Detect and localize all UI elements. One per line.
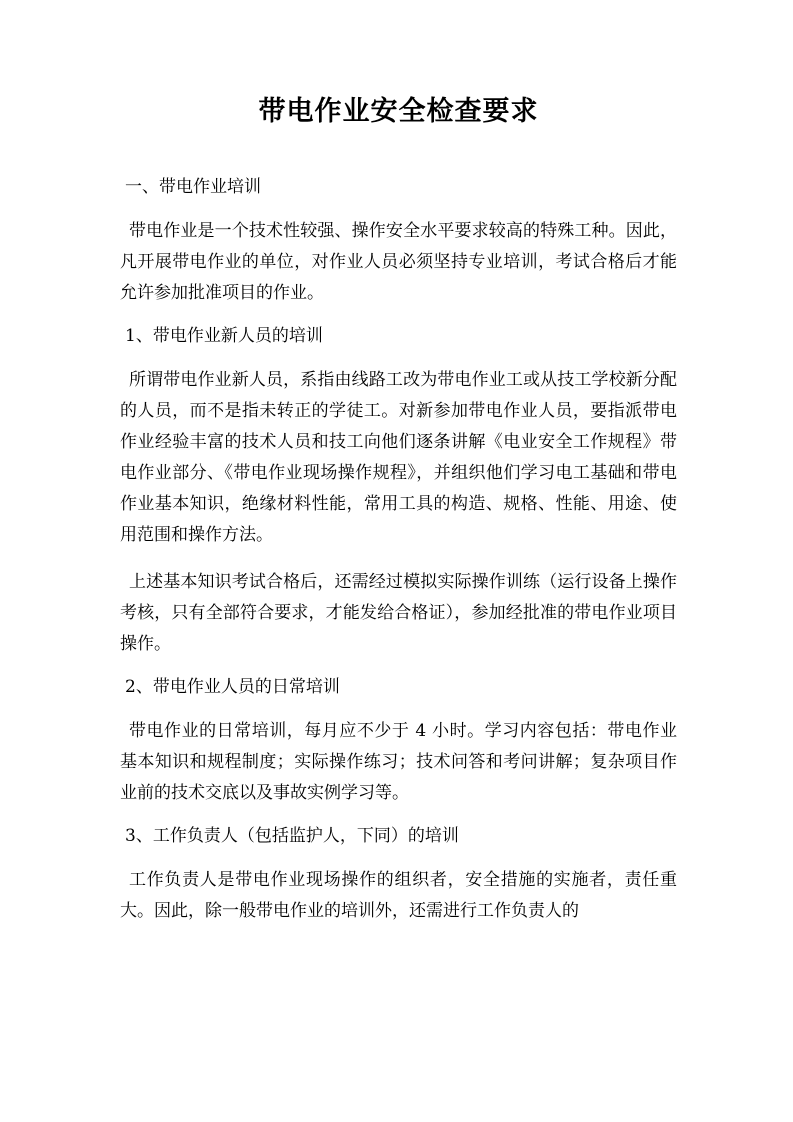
paragraph-intro: 带电作业是一个技术性较强、操作安全水平要求较高的特殊工种。因此，凡开展带电作业的单位，对作业人员必须坚持专业培训，考试合格后才能允许参加批准项目的作业。 (120, 221, 677, 303)
paragraph-new-staff-exam: 上述基本知识考试合格后，还需经过模拟实际操作训练（运行设备上操作考核，只有全部符合要求，才能发给合格证），参加经批准的带电作业项目操作。 (120, 572, 677, 654)
paragraph-new-staff: 所谓带电作业新人员，系指由线路工改为带电作业工或从技工学校新分配的人员，而不是指未转正的学徒工。对新参加带电作业人员，要指派带电作业经验丰富的技术人员和技工向他们逐条讲解《电业安全工作规程》带电作业部分、《带电作业现场操作规程》，并组织他们学习电工基础和带电作业基本知识，绝缘材料性能，常用工具的构造、规格、性能、用途、使用范围和操作方法。 (120, 370, 677, 545)
subsection-heading-new-staff: 1、带电作业新人员的培训 (125, 326, 323, 346)
paragraph-daily-training: 带电作业的日常培训，每月应不少于 4 小时。学习内容包括：带电作业基本知识和规程制度；实际操作练习；技术问答和考问讲解；复杂项目作业前的技术交底以及事故实例学习等。 (120, 721, 677, 803)
subsection-heading-supervisor-training: 3、工作负责人（包括监护人，下同）的培训 (125, 826, 459, 846)
paragraph-supervisor-training: 工作负责人是带电作业现场操作的组织者，安全措施的实施者，责任重大。因此，除一般带电作业的培训外，还需进行工作负责人的 (120, 870, 677, 921)
document-title: 带电作业安全检查要求 (258, 96, 539, 127)
subsection-heading-daily-training: 2、带电作业人员的日常培训 (125, 677, 340, 697)
section-heading-training: 一、带电作业培训 (125, 177, 261, 197)
